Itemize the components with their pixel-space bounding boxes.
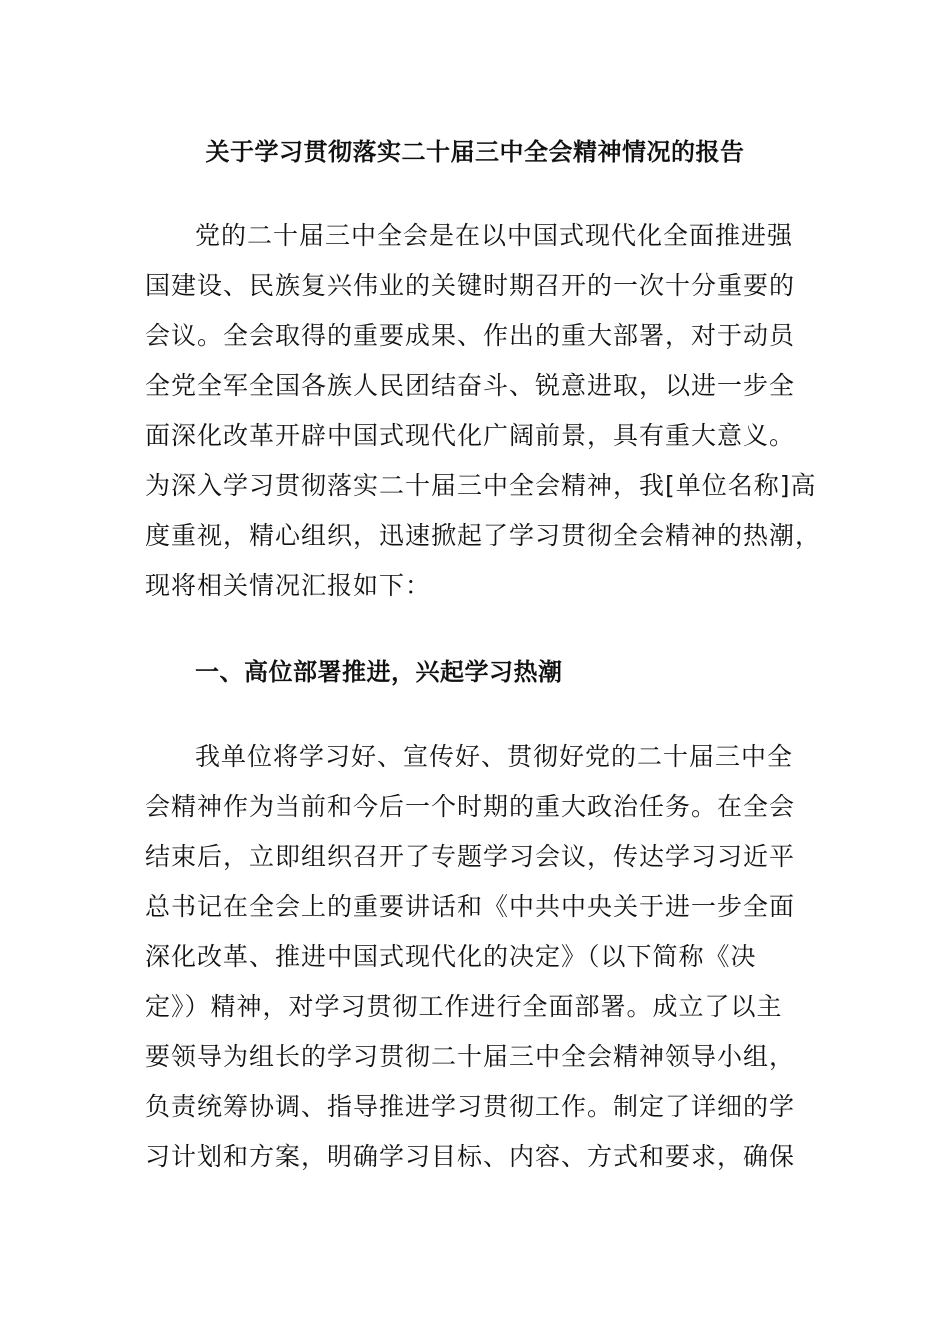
paragraph-line: 国建设、民族复兴伟业的关键时期召开的一次十分重要的 [145, 271, 796, 300]
section-heading: 一、高位部署推进，兴起学习热潮 [195, 658, 563, 686]
paragraph-line: 要领导为组长的学习贯彻二十届三中全会精神领导小组， [145, 1042, 796, 1071]
paragraph-line: 会议。全会取得的重要成果、作出的重大部署，对于动员 [145, 321, 796, 350]
paragraph-line: 面深化改革开辟中国式现代化广阔前景，具有重大意义。 [145, 421, 796, 450]
paragraph-line: 负责统筹协调、指导推进学习贯彻工作。制定了详细的学 [145, 1092, 796, 1121]
paragraph-line: 我单位将学习好、宣传好、贯彻好党的二十届三中全 [195, 742, 794, 771]
paragraph-line: 结束后，立即组织召开了专题学习会议，传达学习习近平 [145, 842, 796, 871]
paragraph-line: 度重视，精心组织，迅速掀起了学习贯彻全会精神的热潮， [145, 521, 822, 550]
paragraph-line: 定》）精神，对学习贯彻工作进行全面部署。成立了以主 [145, 992, 783, 1021]
document-title: 关于学习贯彻落实二十届三中全会精神情况的报告 [205, 138, 745, 166]
paragraph-line: 深化改革、推进中国式现代化的决定》（以下简称《决 [145, 942, 757, 971]
paragraph-line: 全党全军全国各族人民团结奋斗、锐意进取，以进一步全 [145, 371, 796, 400]
paragraph-line: 习计划和方案，明确学习目标、内容、方式和要求，确保 [145, 1142, 796, 1171]
paragraph-line: 总书记在全会上的重要讲话和《中共中央关于进一步全面 [145, 892, 796, 921]
paragraph-line: 会精神作为当前和今后一个时期的重大政治任务。在全会 [145, 792, 796, 821]
paragraph-line: 现将相关情况汇报如下： [145, 571, 432, 600]
paragraph-line: 党的二十届三中全会是在以中国式现代化全面推进强 [195, 221, 794, 250]
paragraph-line: 为深入学习贯彻落实二十届三中全会精神，我[单位名称]高 [145, 471, 817, 500]
